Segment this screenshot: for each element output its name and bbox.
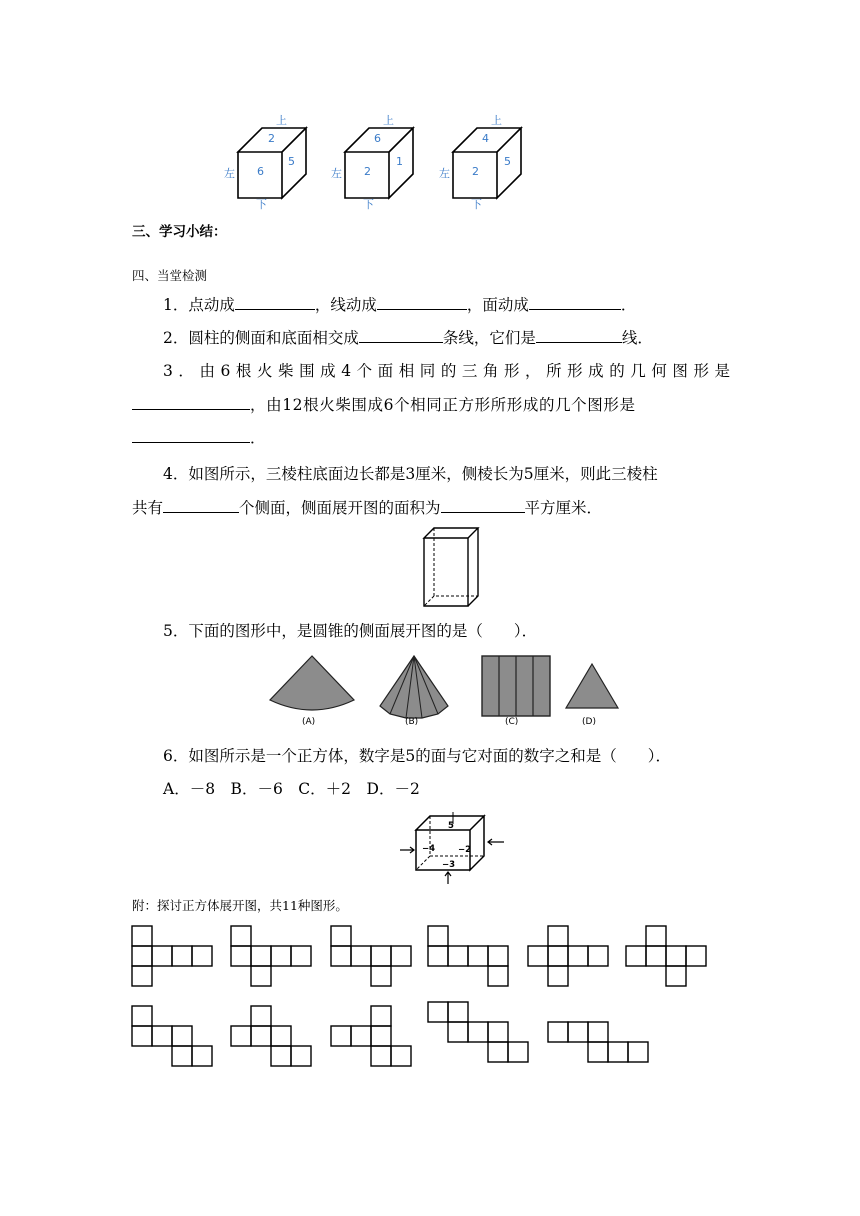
q6-cube-labels (398, 808, 520, 888)
option-b-label: (B) (405, 717, 419, 727)
cube-2-down-label: 下 (363, 198, 374, 211)
net-9 (331, 1006, 411, 1066)
question-2: 2．圆柱的侧面和底面相交成 条线，它们是 线． (163, 329, 653, 347)
option-b-pyramid-net (380, 656, 448, 718)
q6-left-face: −4 (422, 844, 436, 854)
cube-nets-figure (128, 922, 728, 1068)
q2-blank-1[interactable] (359, 328, 443, 343)
net-4 (428, 926, 508, 986)
section-3-title: 三、学习小结： (132, 224, 227, 240)
q1-blank-3[interactable] (529, 295, 621, 310)
cube-2-up-label: 上 (383, 114, 394, 127)
net-6 (626, 926, 706, 986)
q4-blank-2[interactable] (441, 498, 525, 513)
option-a-label: (A) (302, 717, 316, 727)
q1-blank-1[interactable] (235, 295, 315, 310)
triangular-prism-figure (418, 524, 484, 610)
cube-1-down-label: 下 (256, 198, 267, 211)
net-7 (132, 1006, 212, 1066)
option-a-sector (270, 656, 354, 710)
q1-blank-2[interactable] (377, 295, 467, 310)
question-3-line-3: ． (132, 426, 266, 448)
question-3-line-1: 3．由6根火柴围成4个面相同的三角形，所形成的几何图形是 (163, 362, 730, 380)
cube-1-top-face: 2 (268, 132, 275, 145)
q6-right-face: −2 (458, 845, 472, 855)
question-6-options: A．－8 B．－6 C．＋2 D．－2 (163, 780, 420, 798)
question-6: 6．如图所示是一个正方体，数字是5的面与它对面的数字之和是（ ）． (163, 747, 671, 765)
cube-1-left-label: 左 (224, 167, 235, 180)
q3-blank-1[interactable] (132, 395, 250, 410)
option-d-triangle (566, 664, 618, 708)
cube-1-front-face: 6 (257, 165, 264, 178)
net-8 (231, 1006, 311, 1066)
question-3-line-2: ，由12根火柴围成6个相同正方形所形成的几个图形是 (132, 393, 730, 415)
cube-3-right-face: 5 (504, 155, 511, 168)
cube-labels (210, 108, 540, 212)
cube-3-up-label: 上 (491, 114, 502, 127)
option-d-label: (D) (582, 717, 596, 727)
net-3 (331, 926, 411, 986)
question-5: 5．下面的图形中，是圆锥的侧面展开图的是（ ）． (163, 622, 538, 640)
option-c-rectangle (482, 656, 550, 716)
q6-bottom-face: −3 (442, 860, 456, 870)
cube-3-front-face: 2 (472, 165, 479, 178)
q4-blank-1[interactable] (163, 498, 239, 513)
cube-1-right-face: 5 (288, 155, 295, 168)
q5-option-labels (262, 717, 632, 731)
cube-3-down-label: 下 (471, 198, 482, 211)
net-5 (528, 926, 608, 986)
appendix-text: 附：探讨正方体展开图，共11种图形。 (132, 898, 348, 913)
cube-1-up-label: 上 (276, 114, 287, 127)
question-4-line-2: 共有 个侧面，侧面展开图的面积为 平方厘米． (132, 499, 603, 517)
q6-top-face: 5 (448, 821, 454, 831)
cube-3-left-label: 左 (439, 167, 450, 180)
net-10 (428, 1002, 528, 1062)
cube-2-right-face: 1 (396, 155, 403, 168)
cube-3-top-face: 4 (482, 132, 489, 145)
question-1: 1．点动成 ，线动成 ，面动成 ． (163, 296, 637, 314)
cube-2-top-face: 6 (374, 132, 381, 145)
q3-blank-2[interactable] (132, 428, 250, 443)
net-2 (231, 926, 311, 986)
net-1 (132, 926, 212, 986)
section-4-title: 四、当堂检测 (132, 268, 208, 283)
cube-2-left-label: 左 (331, 167, 342, 180)
option-c-label: (C) (505, 717, 519, 727)
question-4-line-1: 4．如图所示，三棱柱底面边长都是3厘米，侧棱长为5厘米，则此三棱柱 (163, 465, 658, 483)
cube-2-front-face: 2 (364, 165, 371, 178)
q2-blank-2[interactable] (536, 328, 622, 343)
net-11 (548, 1022, 648, 1062)
